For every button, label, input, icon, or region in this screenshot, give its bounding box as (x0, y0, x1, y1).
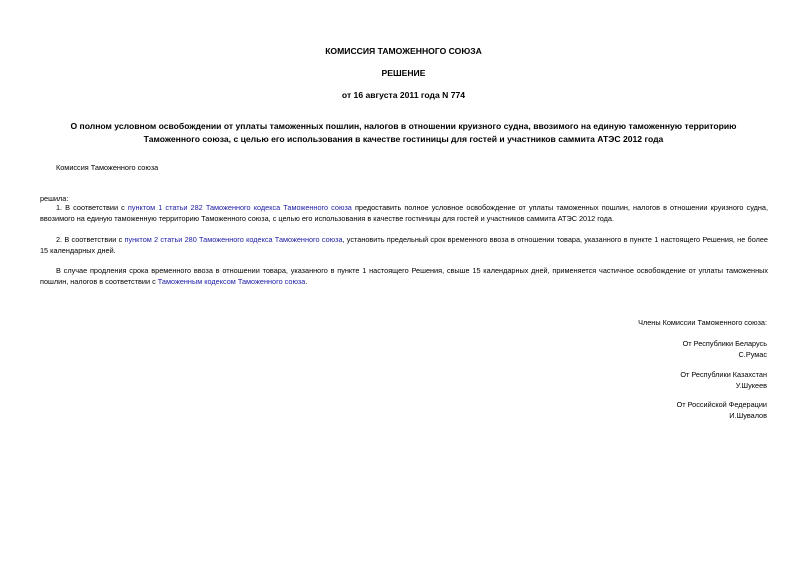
document-type: РЕШЕНИЕ (381, 68, 426, 78)
paragraph-2 (40, 234, 768, 256)
paragraph-2-pre: 2. В соответствии с (56, 235, 125, 244)
member-belarus (467, 338, 767, 360)
member-russia (467, 399, 767, 421)
preamble: Комиссия Таможенного союза (56, 163, 159, 172)
document-subject (48, 120, 759, 145)
member-name: У.Шукеев (735, 381, 767, 390)
subject-line-1: О полном условном освобождении от уплаты таможенных пошлин, налогов в отношении круизного судна, ввозимого на единую таможенную территорию (70, 121, 737, 131)
paragraph-1-pre: 1. В соответствии с (56, 203, 128, 212)
paragraph-2-post: , установить предельный срок временного ввоза в отношении товара, указанного в пункте 1 настоящего Решения, не более 15 календарных дней. (40, 235, 768, 255)
member-name: С.Румас (738, 350, 767, 359)
paragraph-1 (40, 202, 768, 224)
paragraph-3-pre: В случае продления срока временного ввоза в отношении товара, указанного в пункте 1 настоящего Решения, свыше 15 календарных дней, применяется частичное освобождение от уплаты таможенных пошлин, налогов в соответствии с (40, 266, 768, 286)
link-customs-code[interactable]: Таможенным кодексом Таможенного союза (157, 277, 306, 286)
link-customs-code-art282[interactable]: пунктом 1 статьи 282 Таможенного кодекса Таможенного союза (127, 203, 352, 212)
paragraph-3 (40, 265, 768, 287)
members-heading: Члены Комиссии Таможенного союза: (638, 318, 767, 327)
document-date-number: от 16 августа 2011 года N 774 (341, 90, 466, 100)
member-country: От Республики Казахстан (680, 370, 767, 379)
member-kazakhstan (467, 369, 767, 391)
member-country: От Российской Федерации (676, 400, 767, 409)
resolved-label: решила: (40, 194, 69, 203)
paragraph-3-post: . (305, 277, 308, 286)
member-country: От Республики Беларусь (682, 339, 767, 348)
paragraph-1-post: предоставить полное условное освобождение от уплаты таможенных пошлин, налогов в отношении круизного судна, ввозимого на единую таможенную территорию Таможенного союза, с целью его использования в качестве гостиницы для гостей и участников саммита АТЭС 2012 года. (40, 203, 768, 223)
member-name: И.Шувалов (729, 411, 767, 420)
commission-title: КОМИССИЯ ТАМОЖЕННОГО СОЮЗА (325, 46, 482, 56)
subject-line-2: Таможенного союза, с целью его использования в качестве гостиницы для гостей и участников саммита АТЭС 2012 года (143, 133, 664, 144)
link-customs-code-art280[interactable]: пунктом 2 статьи 280 Таможенного кодекса Таможенного союза (124, 235, 343, 244)
